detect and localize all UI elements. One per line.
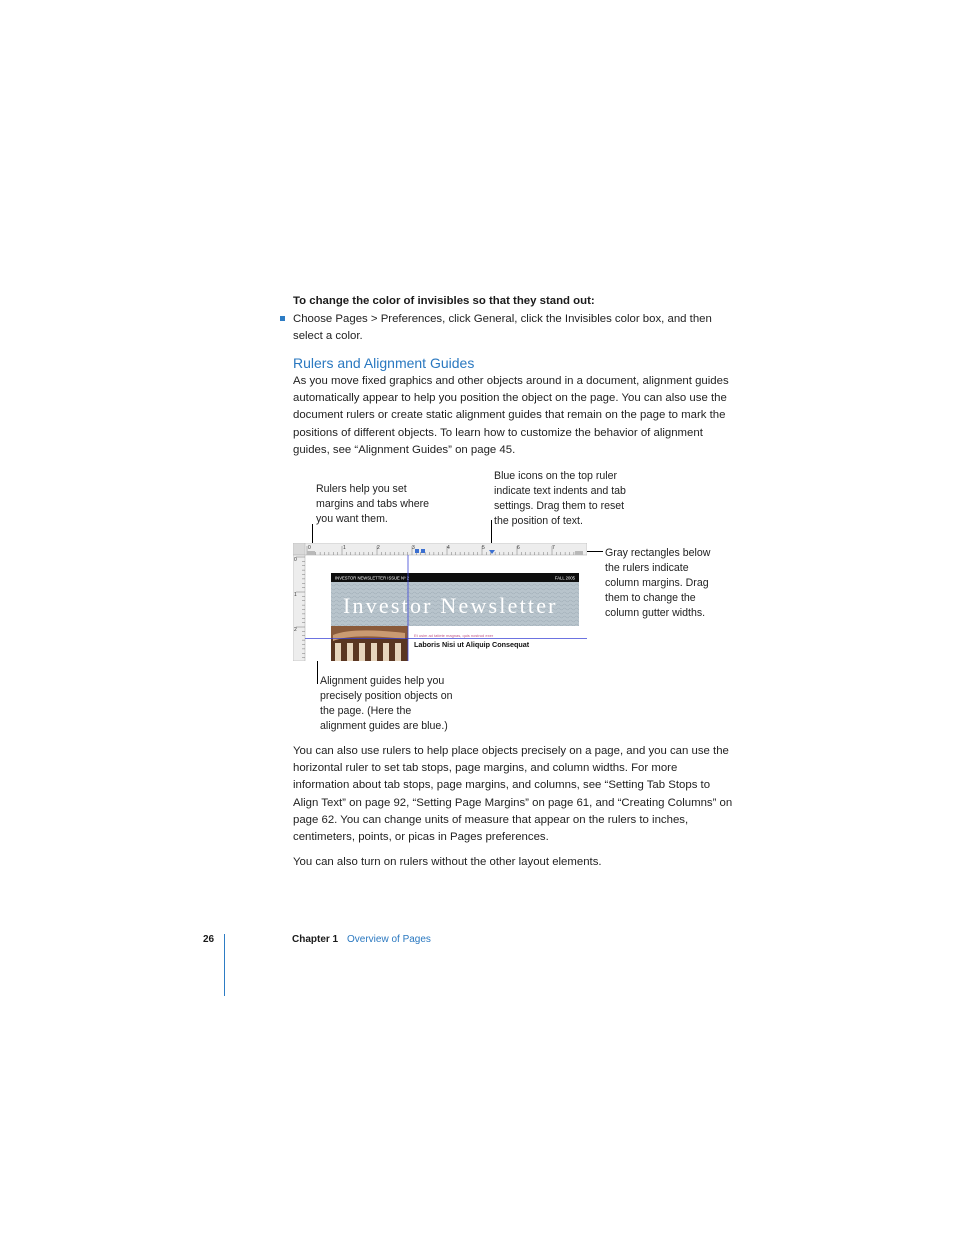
article-headline: Laboris Nisi ut Aliquip Consequat	[414, 640, 530, 649]
task-heading: To change the color of invisibles so that they stand out:	[293, 295, 595, 307]
bullet-item: Choose Pages > Preferences, click General, click the Invisibles color box, and then select a color.	[293, 313, 712, 343]
top-ruler[interactable]	[293, 543, 587, 555]
paragraph-rulers-toggle: You can also turn on rulers without the other layout elements.	[293, 856, 602, 868]
tab-stop-icon[interactable]	[421, 549, 425, 553]
side-ruler[interactable]	[293, 555, 305, 661]
figure-screenshot	[293, 543, 587, 661]
callout-rulers: Rulers help you set margins and tabs where you want them.	[316, 483, 430, 525]
footer-divider	[224, 934, 225, 996]
ruler-number: 4	[447, 545, 450, 551]
ruler-number: 3	[412, 545, 415, 551]
bullet-square-icon	[280, 316, 285, 321]
ruler-number: 6	[517, 545, 520, 551]
ruler-number: 0	[308, 545, 311, 551]
column-margin-rectangle[interactable]	[575, 551, 583, 555]
pages-window-illustration	[293, 543, 587, 661]
masthead-title: Investor Newsletter	[343, 593, 558, 618]
banner-date: FALL 2005	[554, 575, 575, 581]
page-number: 26	[203, 934, 215, 945]
paragraph-rulers-usage: You can also use rulers to help place objects precisely on a page, and you can use the horizontal ruler to set tab stops, page margins, and column widths. For more information about tab stops, page margins, and columns, see “Setting Tab Stops to Align Text” on page 92, “Setting Page Margins” on page 61, and “Creating Columns” on page 62. You can change units of measure that appear on the rulers to inches, centimeters, points, or picas in Pages preferences.	[293, 745, 733, 844]
chapter-title: Overview of Pages	[347, 934, 431, 945]
section-title: Rulers and Alignment Guides	[293, 355, 475, 371]
ruler-number: 1	[343, 545, 346, 551]
callout-alignment-guides: Alignment guides help you precisely position objects on the page. (Here the alignment guides are blue.)	[320, 675, 453, 732]
ruler-number: 2	[377, 545, 380, 551]
ruler-number: 5	[482, 545, 485, 551]
column-margin-rectangle[interactable]	[307, 551, 315, 555]
paragraph-intro: As you move fixed graphics and other objects around in a document, alignment guides automatically appear to help you position the object on the page. You can also use the document rulers or create static alignment guides that remain on the page to mark the positions of different objects. To learn how to customize the behavior of alignment guides, see “Alignment Guides” on page 45.	[293, 375, 729, 456]
ruler-number: 0	[294, 557, 297, 563]
ruler-number: 2	[294, 627, 297, 633]
article-caption: Et usim ad tatiete magnas, quis nostrud exer	[414, 633, 494, 638]
tab-stop-icon[interactable]	[415, 549, 419, 553]
banner-issue: INVESTOR NEWSLETTER ISSUE Nº 2	[335, 575, 410, 581]
ruler-number: 7	[552, 545, 555, 551]
chapter-label: Chapter 1	[292, 934, 339, 945]
ruler-number: 1	[294, 592, 297, 598]
callout-blue-icons: Blue icons on the top ruler indicate text indents and tab settings. Drag them to reset the position of text.	[494, 470, 626, 527]
callout-gray-rectangles: Gray rectangles below the rulers indicate column margins. Drag them to change the column gutter widths.	[605, 547, 711, 619]
